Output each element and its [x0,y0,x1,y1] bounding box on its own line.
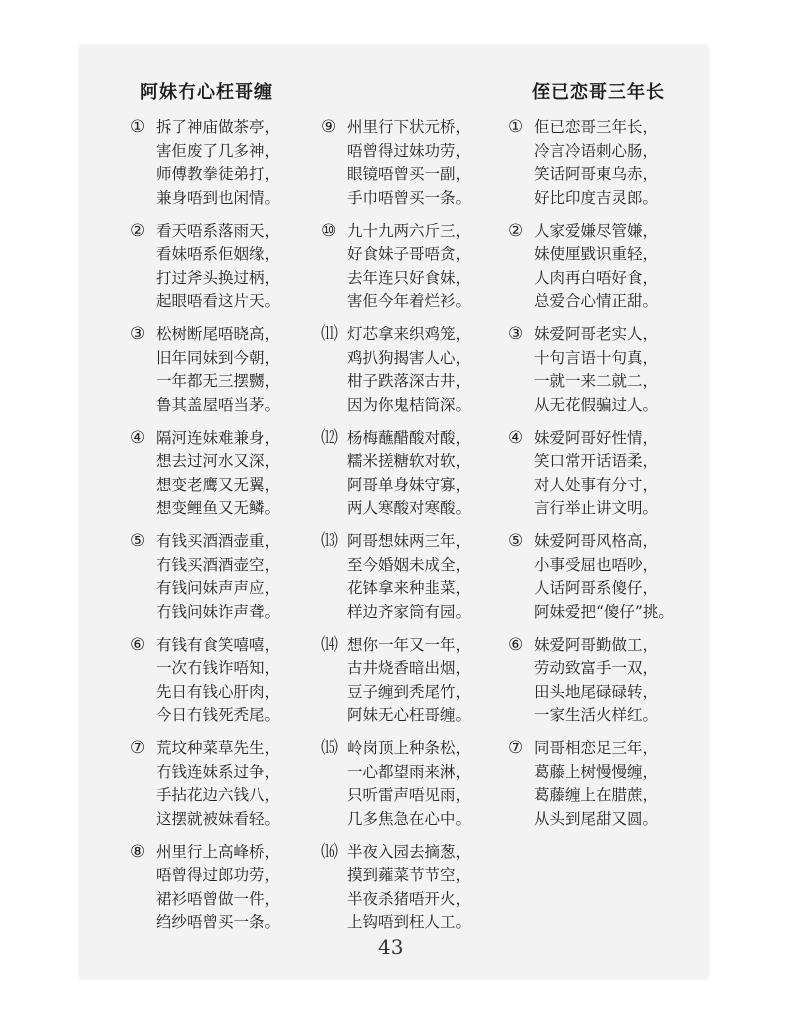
verse-line: 看妹唔系佢姻缘， [156,245,281,263]
verse-line: 绉纱唔曾买一条。 [156,913,281,931]
verse-number: ① [130,117,146,137]
verse-number: ① [508,117,524,137]
verse-lines [347,737,511,831]
verse-line: 摸到蕹菜节节空， [347,866,472,884]
verse-line: 手拈花边六钱八， [156,786,281,804]
verse-line: 人话阿哥系傻仔， [534,579,659,597]
verse-block [321,220,511,314]
verse-line: 隔河连妹难兼身， [156,428,281,447]
verse-line: 这摆就被妹看轻。 [156,809,281,828]
verse-line: 至今婚姻未成全， [347,555,472,574]
verse-line: 害佢今年着烂衫。 [347,292,472,310]
verse-line: 古井烧香暗出烟， [347,659,472,677]
verse-block [508,116,698,210]
verse-line: 妹爱阿哥勤做工， [534,635,659,654]
verse-block [130,634,320,728]
verse-number: ⑩ [321,220,337,241]
verse-line: 鸡扒狗揭害人心， [347,348,472,367]
verse-lines [156,323,320,417]
verse-line: 妹爱阿哥老实人， [534,325,659,343]
verse-line: 半夜杀猪唔开火， [347,889,472,908]
verse-lines [156,841,320,935]
verse-lines [534,530,698,624]
verse-number: ⑿ [321,427,338,448]
verse-line: 想变鲤鱼又无鳞。 [156,499,281,517]
verse-block [321,530,511,624]
verse-block [321,323,511,417]
verse-number: ⒃ [321,841,338,862]
verse-number: ② [508,220,524,241]
verse-line: 唔曾得过妹功劳， [347,141,472,160]
verse-lines [156,427,320,521]
verse-line: 裙衫唔曾做一件， [156,889,281,908]
verse-line: 松树断尾唔晓高， [156,325,281,343]
verse-line: 人家爱嫌尽管嫌， [534,221,659,240]
verse-line: 从无花假骗过人。 [534,395,659,414]
verse-block [321,427,511,521]
verse-number: ③ [508,324,524,344]
verse-line: 上钩唔到枉人工。 [347,913,472,931]
verse-line: 豆子缠到秃尾竹， [347,682,472,701]
verse-line: 手巾唔曾买一条。 [347,188,472,207]
verse-line: 同哥相恋足三年， [534,739,659,757]
verse-number: ⑤ [130,531,146,551]
verse-line: 唔曾得过郎功劳， [156,866,281,884]
verse-block [130,220,320,314]
page-number: 43 [378,935,404,959]
verse-lines [534,634,698,728]
verse-line: 拆了神庙做茶亭， [156,118,281,136]
verse-number: ⑨ [321,117,337,137]
verse-line: 两人寒酸对寒酸。 [347,499,472,517]
verse-number: ⒂ [321,738,338,758]
verse-block [508,634,698,728]
verse-number: ⑥ [508,634,524,655]
verse-number: ② [130,220,146,241]
verse-line: 州里行下状元桥， [347,118,472,136]
verse-lines [156,634,320,728]
verse-block [321,841,511,935]
verse-line: 打过斧头换过柄， [156,268,281,287]
verse-line: 害佢废了几多神， [156,141,281,160]
verse-block [508,530,698,624]
verse-line: 去年连只好食妹， [347,268,472,287]
verse-line: 冇钱买酒酒壶空， [156,555,281,574]
verse-line: 冇钱连妹系过争， [156,762,281,781]
verse-block [130,323,320,417]
verse-line: 看天唔系落雨天， [156,221,281,240]
verse-number: ⑾ [321,324,338,344]
verse-line: 小事受屈也唔吵， [534,555,659,574]
verse-line: 起眼唔看这片天。 [156,292,281,310]
verse-number: ⑤ [508,531,524,551]
verse-line: 田头地尾碌碌转， [534,682,659,701]
verse-line: 想去过河水又深， [156,452,281,470]
verse-number: ⑥ [130,634,146,655]
verse-line: 从头到尾甜又圆。 [534,809,659,828]
verse-line: 杨梅蘸醋酸对酸， [347,428,472,447]
verse-line: 妹爱阿哥好性情， [534,428,659,447]
verse-line: 一年都无三摆嬲， [156,372,281,390]
verse-lines [347,427,511,521]
verse-line: 阿哥想妹两三年， [347,532,472,550]
verse-lines [347,841,511,935]
verse-block [130,530,320,624]
verse-lines [534,737,698,831]
verse-number: ⑦ [508,738,524,758]
verse-block [130,427,320,521]
verse-line: 妹爱阿哥风格高， [534,532,659,550]
verse-number: ④ [130,427,146,448]
verse-line: 岭岗顶上种条松， [347,739,472,757]
verse-line: 葛藤缠上在腊蔗， [534,786,659,804]
verse-line: 样边齐家筒有园。 [347,602,472,621]
verse-lines [347,323,511,417]
verse-line: 人肉再白唔好食， [534,268,659,287]
verse-lines [347,530,511,624]
verse-lines [156,220,320,314]
verse-block [508,220,698,314]
verse-line: 只听雷声唔见雨， [347,786,472,804]
verse-line: 想变老鹰又无翼， [156,475,281,494]
verse-line: 旧年同妹到今朝， [156,348,281,367]
verse-block [508,427,698,521]
verse-number: ⑧ [130,841,146,862]
verse-block [321,737,511,831]
verse-number: ④ [508,427,524,448]
verse-line: 劳动致富手一双， [534,659,659,677]
verse-line: 阿妹爱把“傻仔”挑。 [534,602,674,621]
verse-line: 师傅教拳徒弟打， [156,165,281,183]
verse-block [130,116,320,210]
verse-block [321,116,511,210]
verse-line: 妹使厘戥识重轻， [534,245,659,263]
verse-line: 阿哥单身妹守寡， [347,475,472,494]
verse-line: 葛藤上树慢慢缠， [534,762,659,781]
verse-line: 有钱买酒酒壶重， [156,532,281,550]
verse-line: 柑子跌落深古井， [347,372,472,390]
verse-number: ⒁ [321,634,338,655]
verse-line: 眼镜唔曾买一副， [347,165,472,183]
verse-line: 阿妹无心枉哥缠。 [347,706,472,724]
verse-lines [534,220,698,314]
verse-line: 因为你鬼桔筒深。 [347,395,472,414]
verse-line: 笑口常开话语柔， [534,452,659,470]
verse-line: 十句言语十句真， [534,348,659,367]
verse-block [321,634,511,728]
verse-line: 几多焦急在心中。 [347,809,472,828]
verse-line: 荒坟种菜草先生， [156,739,281,757]
verse-line: 今日冇钱死秃尾。 [156,706,281,724]
verse-line: 有钱有食笑嘻嘻， [156,635,281,654]
verse-lines [534,427,698,521]
verse-line: 笑话阿哥東乌赤， [534,165,659,183]
verse-line: 想你一年又一年， [347,635,472,654]
verse-line: 先日有钱心肝肉， [156,682,281,701]
section-title-left: 阿妹冇心枉哥缠 [140,82,273,103]
verse-block [130,737,320,831]
verse-number: ⒀ [321,531,338,551]
verse-line: 佢已恋哥三年长， [534,118,659,136]
verse-lines [347,634,511,728]
verse-number: ③ [130,324,146,344]
verse-line: 鲁其盖屋唔当茅。 [156,395,281,414]
verse-line: 好食妹子哥唔贪， [347,245,472,263]
verse-line: 对人处事有分寸， [534,475,659,494]
verse-line: 冇钱问妹诈声聋。 [156,602,281,621]
verse-lines [534,323,698,417]
verse-line: 灯芯拿来织鸡笼， [347,325,472,343]
verse-lines [156,116,320,210]
section-title-right: 侄已恋哥三年长 [532,82,665,103]
verse-line: 有钱问妹声声应， [156,579,281,597]
verse-line: 一次冇钱诈唔知， [156,659,281,677]
verse-line: 一家生活火样红。 [534,706,659,724]
verse-lines [347,220,511,314]
verse-line: 州里行上高峰桥， [156,842,281,861]
verse-line: 兼身唔到也闲情。 [156,188,281,207]
verse-line: 半夜入园去摘葱， [347,842,472,861]
verse-lines [534,116,698,210]
verse-line: 花钵拿来种韭菜， [347,579,472,597]
verse-line: 好比印度吉灵郎。 [534,188,659,207]
verse-line: 言行举止讲文明。 [534,499,659,517]
verse-lines [347,116,511,210]
verse-line: 一就一来二就二， [534,372,659,390]
verse-line: 一心都望雨来淋， [347,762,472,781]
verse-lines [156,530,320,624]
verse-line: 糯米搓糖软对软， [347,452,472,470]
verse-lines [156,737,320,831]
verse-line: 九十九两六斤三， [347,221,472,240]
verse-block [508,737,698,831]
verse-block [130,841,320,935]
verse-number: ⑦ [130,738,146,758]
verse-line: 总爱合心情正甜。 [534,292,659,310]
verse-line: 冷言冷语刺心肠， [534,141,659,160]
verse-block [508,323,698,417]
